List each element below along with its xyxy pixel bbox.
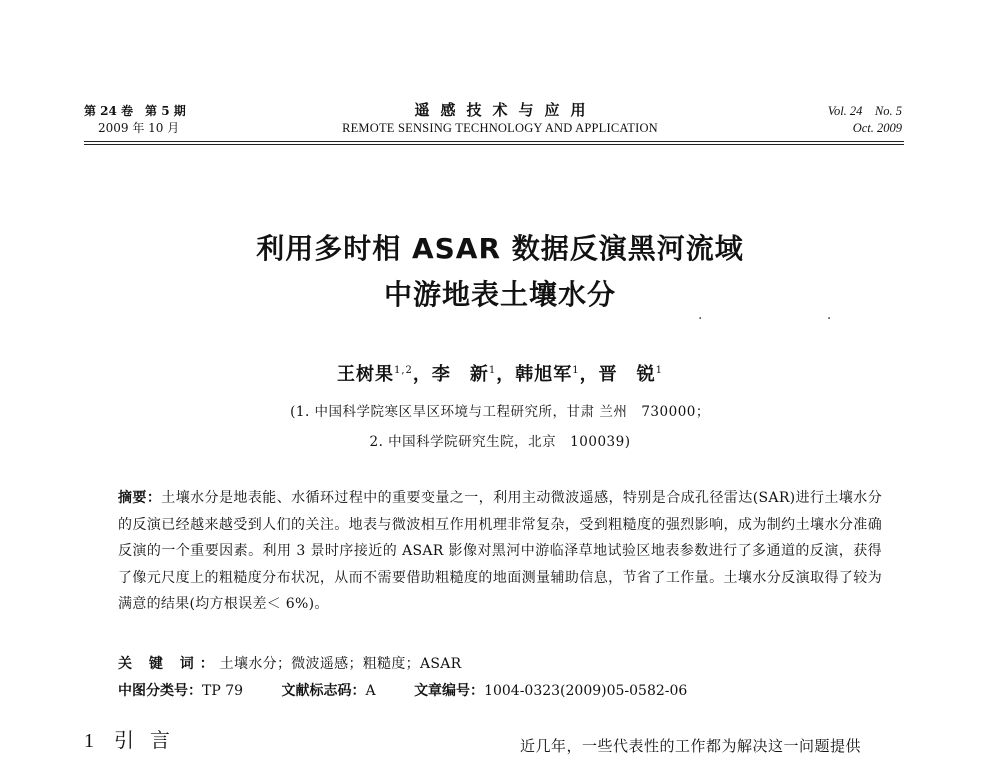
keywords-text: 土壤水分；微波遥感；粗糙度；ASAR [219, 656, 462, 672]
affiliation-2: 2. 中国科学院研究生院，北京 100039) [369, 434, 631, 450]
issue-info-en [828, 103, 902, 137]
author-list: 王树果$^{1,2}$，李 新$^1$，韩旭军$^1$，晋 锐$^1$ [336, 364, 664, 385]
keywords [118, 653, 462, 673]
title-line-1: 利用多时相 ASAR 数据反演黑河流域 [256, 232, 744, 265]
author: 王树果$^{1,2}$ [336, 364, 413, 385]
author: 李 新$^1$ [431, 364, 497, 385]
header-rule [84, 141, 904, 142]
clc-label: 中图分类号： [118, 683, 202, 699]
article-number-label: 文章编号： [414, 683, 485, 699]
title-line-2: 中游地表土壤水分 [383, 278, 616, 311]
journal-name-cn: 遥感技术与应用 [414, 101, 597, 119]
volume-issue-en: Vol. 24 No. 5 [827, 104, 902, 118]
section-heading [84, 724, 186, 753]
doc-code-value: A [365, 683, 376, 699]
keywords-label: 关 键 词： [118, 656, 220, 672]
affiliation-1: (1. 中国科学院寒区旱区环境与工程研究所，甘肃 兰州 730000； [290, 404, 710, 420]
abstract-label: 摘要： [118, 490, 162, 506]
scan-dots: . . [698, 307, 892, 323]
abstract-text: 土壤水分是地表能、水循环过程中的重要变量之一，利用主动微波遥感，特别是合成孔径雷达(SAR)进行土壤水分的反演已经越来越受到人们的关注。地表与微波相互作用机理非常复杂，受到粗糙度的强烈影响，成为制约土壤水分准确反演的一个重要因素。利用 3 景时序接近的 ASAR 影像对黑河中游临泽草地试验区地表参数进行了多通道的反演，获得了像元尺度上的粗糙度分布状况，从而不需要借助粗糙度的地面测量辅助信息，节省了工作量。土壤水分反演取得了较为满意的结果(均方根误差＜ 6%)。 [118, 490, 882, 612]
journal-name-en: REMOTE SENSING TECHNOLOGY AND APPLICATION [342, 121, 658, 135]
author: 韩旭军$^1$ [515, 364, 580, 385]
classification-line [118, 680, 721, 700]
doc-code-label: 文献标志码： [281, 683, 366, 699]
author: 晋 锐$^1$ [598, 364, 664, 385]
volume-issue-cn: 第 24 卷 第 5 期 [84, 104, 186, 118]
section-title: 引言 [114, 728, 186, 752]
issue-date-cn: 2009 年 10 月 [98, 121, 180, 135]
issue-info [84, 103, 186, 137]
body-text-column-2: 近几年，一些代表性的工作都为解决这一问题提供 [520, 737, 862, 755]
article-number-value: 1004-0323(2009)05-0582-06 [484, 683, 688, 699]
journal-name [300, 100, 700, 136]
clc-value: TP 79 [202, 683, 244, 699]
section-number: 1 [84, 730, 110, 752]
abstract [118, 485, 882, 618]
paper-title [100, 226, 900, 323]
header-rule-double [84, 144, 904, 145]
issue-date-en: Oct. 2009 [852, 121, 902, 135]
